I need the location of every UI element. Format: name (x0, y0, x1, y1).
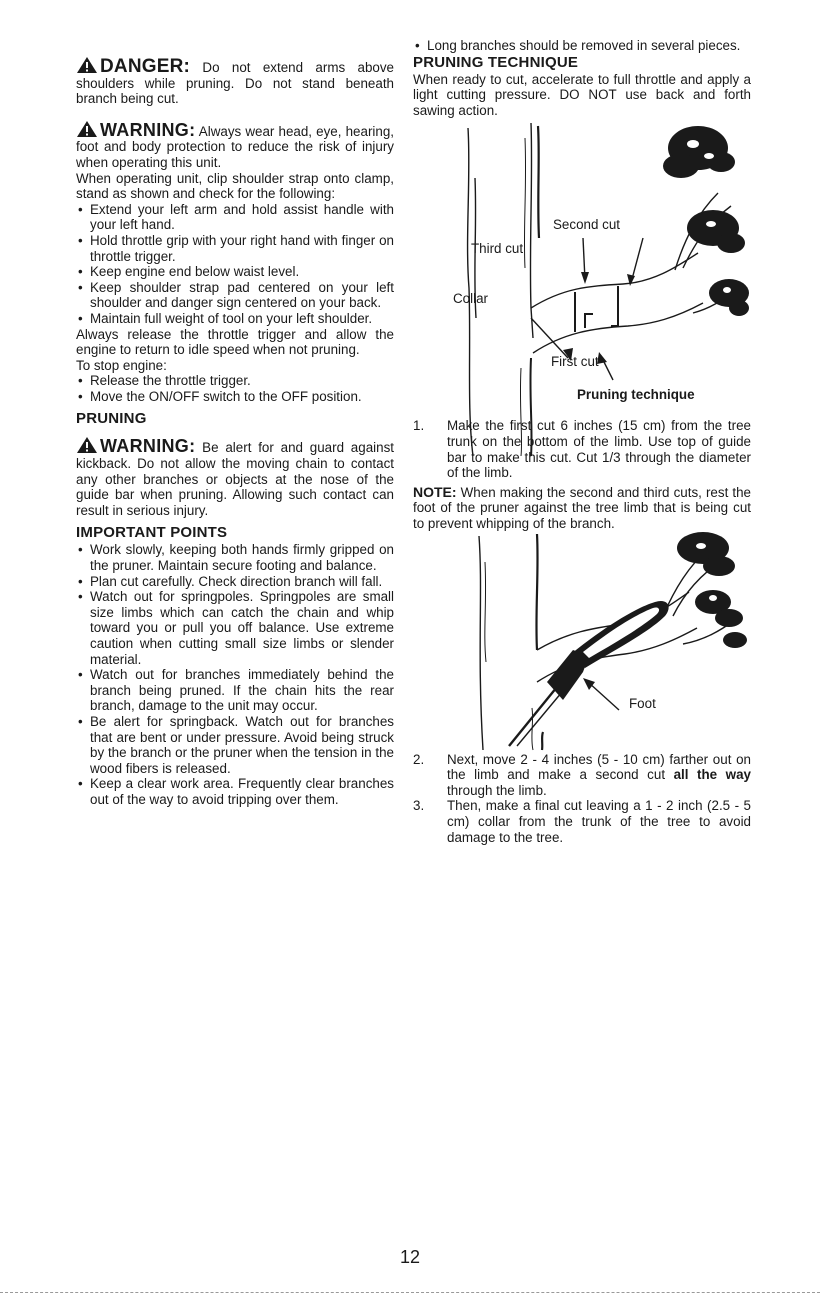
list-item: 2. Next, move 2 - 4 inches (5 - 10 cm) farther out on the limb and make a second cut all the way through the limb. (413, 751, 751, 798)
warning-text: Be alert for and guard against kickback. Do not allow the moving chain to contact any other branches or objects at the nose of the guide bar when pruning. Allowing such contact can result in serious injury. (76, 440, 394, 518)
warning-protection-notice (76, 120, 394, 171)
list-item: • Move the ON/OFF switch to the OFF position. (76, 389, 394, 405)
important-points-heading: IMPORTANT POINTS (76, 524, 228, 542)
pruning-technique-heading: PRUNING TECHNIQUE (413, 53, 579, 71)
danger-label: DANGER: (100, 56, 191, 77)
left-column (76, 38, 394, 808)
warning-triangle-icon (76, 120, 98, 138)
list-item: • Maintain full weight of tool on your left shoulder. (76, 311, 394, 327)
collar-label: Collar (453, 291, 488, 307)
steps-list-b (413, 752, 751, 846)
third-cut-label: Third cut (471, 241, 524, 257)
important-list (76, 542, 394, 807)
operating-paragraph: When operating unit, clip shoulder strap onto clamp, stand as shown and check for the following: (76, 170, 394, 202)
list-item: 3. Then, make a final cut leaving a 1 - 2 inch (2.5 - 5 cm) collar from the trunk of the tree to avoid damage to the tree. (413, 798, 751, 845)
right-column (413, 38, 751, 845)
list-item: • Hold throttle grip with your right hand with finger on throttle trigger. (76, 233, 394, 264)
danger-notice (76, 56, 394, 107)
warning-triangle-icon (76, 56, 98, 74)
pruning-technique-figure (413, 118, 751, 458)
list-item: • Plan cut carefully. Check direction branch will fall. (76, 574, 394, 590)
warning-text: Always wear head, eye, hearing, foot and body protection to reduce the risk of injury when operating this unit. (76, 123, 394, 170)
pruner-on-branch-illustration (413, 532, 751, 752)
list-item: • Release the throttle trigger. (76, 373, 394, 389)
warning-label: WARNING: (100, 436, 196, 457)
operating-list (76, 202, 394, 327)
note-label: NOTE: (413, 483, 457, 500)
list-item: • Work slowly, keeping both hands firmly gripped on the pruner. Maintain secure footing and balance. (76, 542, 394, 573)
technique-paragraph: When ready to cut, accelerate to full throttle and apply a light cutting pressure. DO NOT use back and forth sawing action. (413, 71, 751, 118)
second-cut-label: Second cut (553, 217, 620, 233)
steps-list-a (413, 418, 751, 480)
list-item: • Keep shoulder strap pad centered on your left shoulder and danger sign centered on your back. (76, 280, 394, 311)
danger-text: Do not extend arms above shoulders while pruning. Do not stand beneath branch being cut. (76, 60, 394, 107)
first-cut-label: First cut (551, 354, 599, 370)
list-item: • Watch out for branches immediately behind the branch being pruned. If the chain hits the rear branch, damage to the unit may occur. (76, 667, 394, 714)
stop-paragraph: To stop engine: (76, 357, 167, 373)
list-item: • Keep a clear work area. Frequently clear branches out of the way to avoid tripping over them. (76, 776, 394, 807)
list-item: • Extend your left arm and hold assist handle with your left hand. (76, 202, 394, 233)
stop-list (76, 373, 394, 404)
list-item: • Be alert for springback. Watch out for branches that are bent or under pressure. Avoid being struck by the branch or the pruner when the tension in the wood fibers is released. (76, 714, 394, 776)
tree-cuts-illustration (413, 118, 751, 458)
page-edge-divider (0, 1292, 820, 1293)
release-paragraph: Always release the throttle trigger and allow the engine to return to idle speed when not pruning. (76, 326, 394, 358)
figure-caption: Pruning technique (577, 387, 695, 403)
pruning-heading: PRUNING (76, 410, 147, 428)
page-number: 12 (399, 1247, 421, 1267)
long-branches-list (413, 38, 751, 54)
warning-kickback-notice (76, 436, 394, 518)
foot-label: Foot (629, 695, 656, 711)
note-paragraph: NOTE: When making the second and third cuts, rest the foot of the pruner against the tree limb that is being cut to prevent whipping of the branch. (413, 483, 751, 531)
list-item: • Keep engine end below waist level. (76, 264, 394, 280)
list-item: • Long branches should be removed in several pieces. (413, 38, 751, 54)
list-item: • Watch out for springpoles. Springpoles are small size limbs which can catch the chain and whip toward you or pull you off balance. Use extreme caution when cutting small size limbs or slender material. (76, 589, 394, 667)
pruner-foot-figure (413, 532, 751, 752)
warning-triangle-icon (76, 436, 98, 454)
list-item: 1. Make the first cut 6 inches (15 cm) from the tree trunk on the bottom of the limb. Use top of guide bar to make this cut. Cut 1/3 through the diameter of the limb. (413, 418, 751, 481)
warning-label: WARNING: (100, 119, 196, 140)
